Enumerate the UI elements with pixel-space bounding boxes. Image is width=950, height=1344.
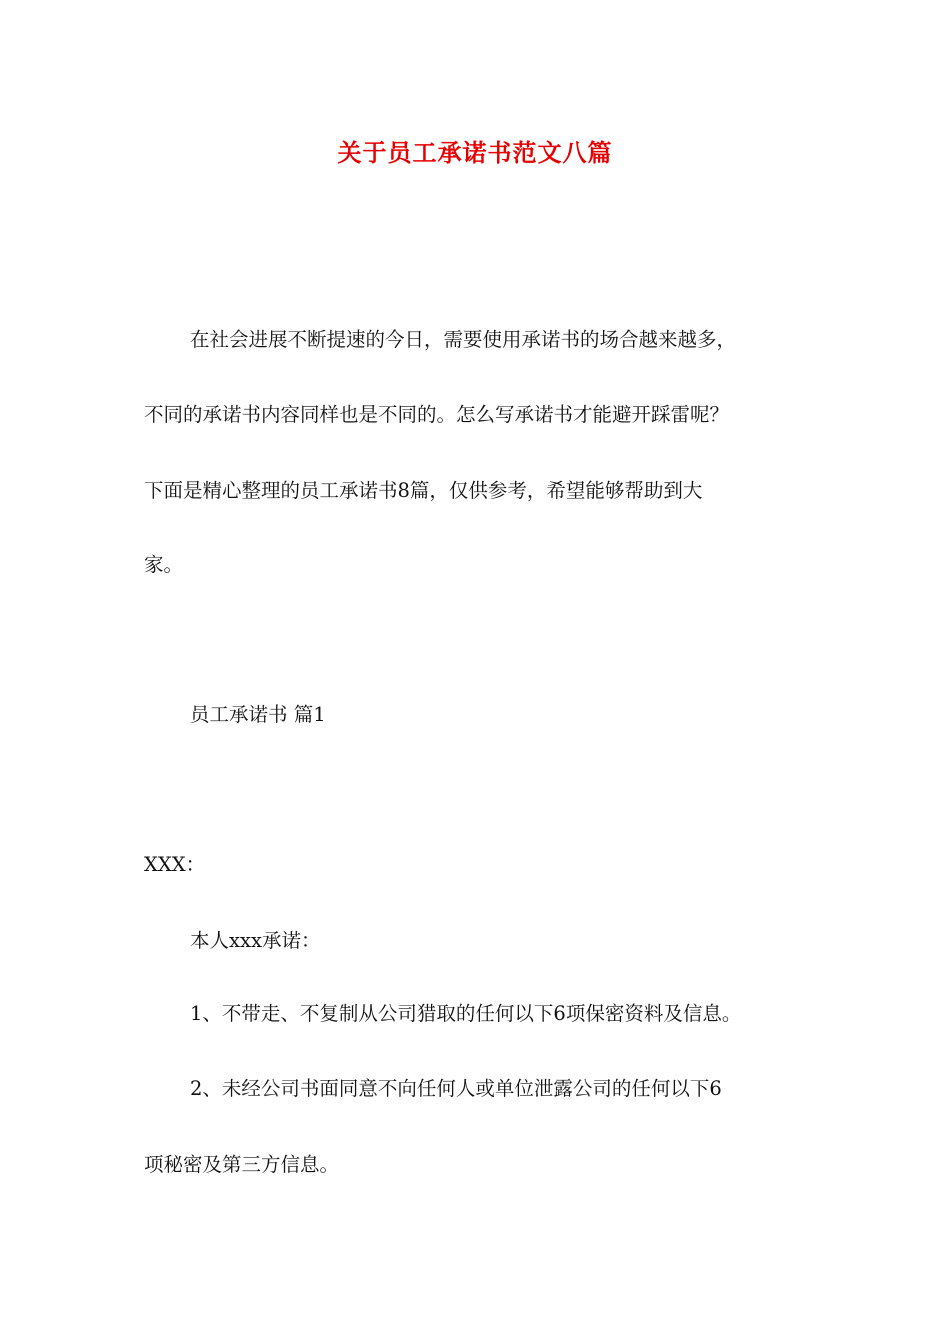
pledge-item-1: 1、不带走、不复制从公司猎取的任何以下6项保密资料及信息。 xyxy=(190,1002,742,1025)
intro-line-2: 不同的承诺书内容同样也是不同的。怎么写承诺书才能避开踩雷呢？ xyxy=(144,403,730,426)
intro-line-4: 家。 xyxy=(144,553,184,576)
pledge-item-2-line-1: 2、未经公司书面同意不向任何人或单位泄露公司的任何以下6 xyxy=(190,1077,722,1100)
salutation: XXX： xyxy=(144,853,206,876)
pledge-item-2-line-2: 项秘密及第三方信息。 xyxy=(144,1153,340,1176)
pledge-intro: 本人xxx承诺： xyxy=(190,929,321,952)
document-title: 关于员工承诺书范文八篇 xyxy=(337,138,613,167)
section-heading: 员工承诺书 篇1 xyxy=(190,703,326,726)
intro-line-3: 下面是精心整理的员工承诺书8篇，仅供参考，希望能够帮助到大 xyxy=(144,479,703,502)
intro-line-1: 在社会进展不断提速的今日，需要使用承诺书的场合越来越多， xyxy=(190,328,737,351)
